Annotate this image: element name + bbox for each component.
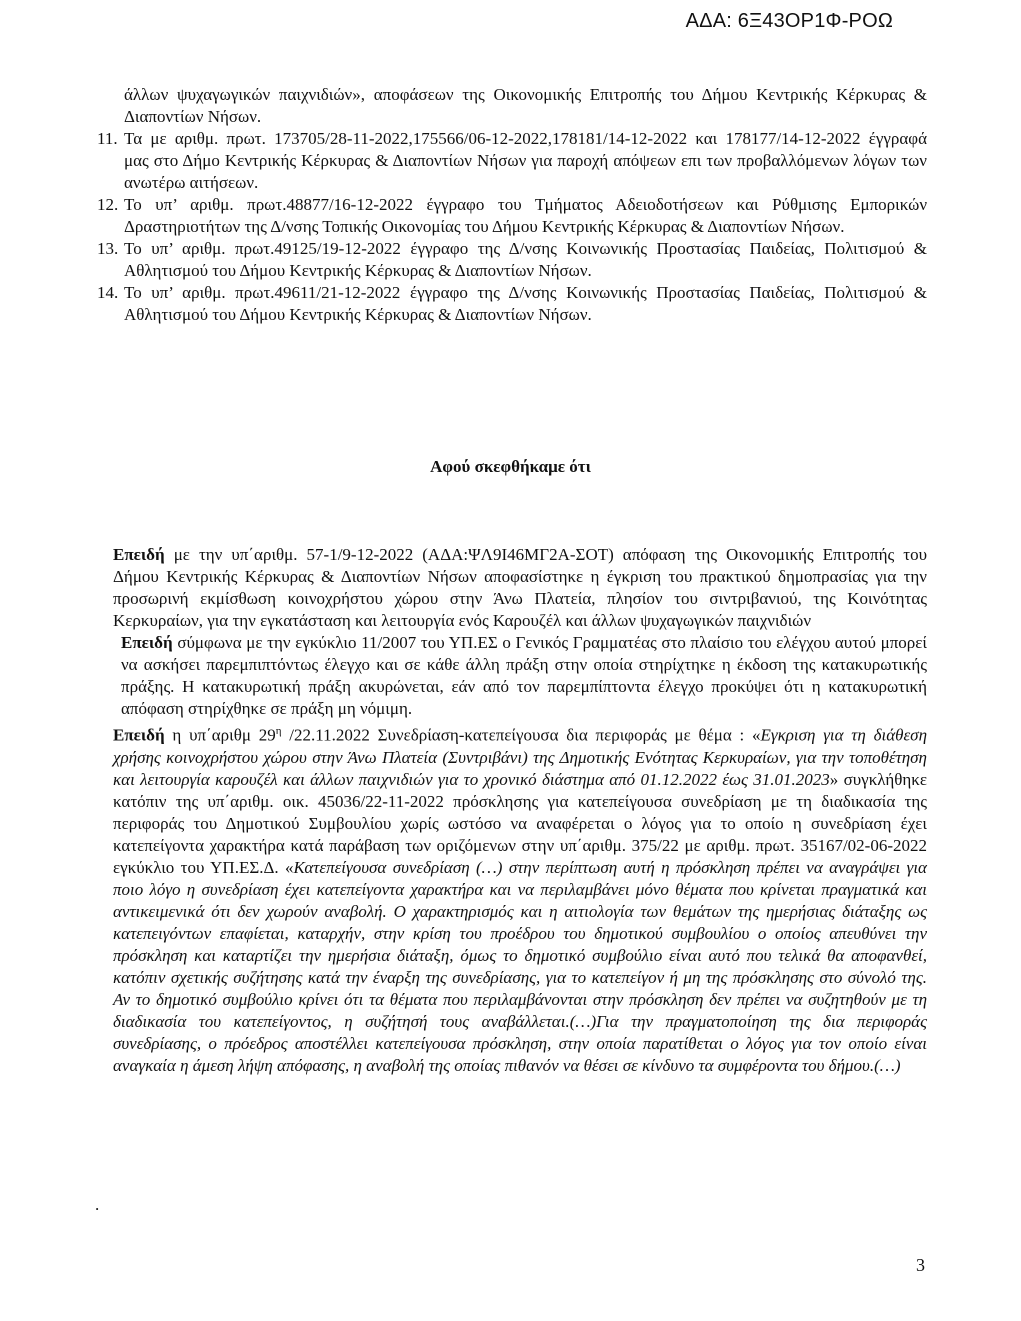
- page-number: 3: [916, 1255, 925, 1275]
- paragraph-label: Επειδή: [113, 725, 165, 745]
- superscript-eta: η: [275, 725, 282, 737]
- paragraph-2: [97, 632, 927, 720]
- paragraph-text: » συγκλήθηκε κατόπιν της υπ΄αριθμ. οικ. 45036/22-11-2022 πρόσκλησης για κατεπείγουσα συνεδρίαση με τη διαδικασία της περιφοράς του Δημοτικού Συμβουλίου χωρίς ωστόσο να αναφέρεται ο λόγος για το οποίο η συνεδρίαση έχει κατεπείγοντα χαρακτήρα κατά παράβαση των οριζόμενων στην υπ΄αριθμ. 375/22 με αριθμ. πρωτ. 35167/02-06-2022 εγκύκλιο του ΥΠ.ΕΣ.Δ. «: [113, 769, 927, 877]
- list-item-number: 13.: [97, 239, 119, 258]
- trailing-dot: .: [95, 1195, 100, 1214]
- list-item-text: Το υπ’ αριθμ. πρωτ.49611/21-12-2022 έγγραφο της Δ/νσης Κοινωνικής Προστασίας Παιδείας, Πολιτισμού & Αθλητισμού του Δήμου Κεντρικής Κέρκυρας & Διαποντίων Νήσων.: [124, 283, 927, 324]
- list-item-text: Το υπ’ αριθμ. πρωτ.48877/16-12-2022 έγγραφο του Τμήματος Αδειοδοτήσεων και Ρύθμισης Εμπορικών Δραστηριοτήτων της Δ/νσης Τοπικής Οικονομίας του Δήμου Κεντρικής Κέρκυρας & Διαποντίων Νήσων.: [124, 195, 927, 236]
- section-heading: Αφού σκεφθήκαμε ότι: [430, 457, 591, 476]
- reference-list: [97, 84, 927, 326]
- list-item-text: Το υπ’ αριθμ. πρωτ.49125/19-12-2022 έγγραφο της Δ/νσης Κοινωνικής Προστασίας Παιδείας, Πολιτισμού & Αθλητισμού του Δήμου Κεντρικής Κέρκυρας & Διαποντίων Νήσων.: [124, 239, 927, 280]
- list-item-14: [97, 282, 927, 326]
- list-item-11: [97, 128, 927, 194]
- meeting-subject-quote: Εγκριση για τη διάθεση χρήσης κοινοχρήστου χώρου στην Άνω Πλατεία (Συντριβάνι) της Δημοτικής Ενότητας Κερκυραίων, για την τοποθέτηση και λειτουργία καρουζέλ και άλλων παιχνιδιών για το χρονικό διάστημα από 01.12.2022 έως 31.01.2023: [113, 725, 927, 789]
- paragraph-text: η υπ΄αριθμ 29: [164, 725, 276, 745]
- paragraph-text: σύμφωνα με την εγκύκλιο 11/2007 του ΥΠ.ΕΣ ο Γενικός Γραμματέας στο πλαίσιο του ελέγχου αυτού μπορεί να ασκήσει παρεμπιπτόντως έλεγχο και σε κάθε άλλη πράξη στην οποία στηρίχτηκε η έκδοση της κατακυρωτικής πράξης. Η κατακυρωτική πράξη ακυρώνεται, εάν από τον παρεμπίπτοντα έλεγχο προκύψει ότι η κατακυρωτική απόφαση στηρίχθηκε σε πράξη μη νόμιμη.: [121, 633, 927, 718]
- list-item-number: 14.: [97, 283, 119, 302]
- list-item-13: [97, 238, 927, 282]
- list-continuation: άλλων ψυχαγωγικών παιχνιδιών», αποφάσεων της Οικονομικής Επιτροπής του Δήμου Κεντρικής Κέρκυρας & Διαποντίων Νήσων.: [124, 85, 927, 126]
- list-item-text: Τα με αριθμ. πρωτ. 173705/28-11-2022,175566/06-12-2022,178181/14-12-2022 και 178177/14-12-2022 έγγραφά μας στο Δήμο Κεντρικής Κέρκυρας & Διαποντίων Νήσων για παροχή απόψεων επι των προβαλλόμενων λόγων των ανωτέρω αιτήσεων.: [124, 129, 927, 192]
- list-item-number: 11.: [97, 129, 118, 148]
- paragraph-label: Επειδή: [113, 545, 165, 564]
- list-item-number: 12.: [97, 195, 119, 214]
- ada-identifier: ΑΔΑ: 6Ξ43ΟΡ1Φ-ΡΟΩ: [685, 10, 893, 32]
- paragraph-1: [97, 544, 927, 632]
- paragraph-3: [97, 720, 927, 1077]
- paragraph-text: /22.11.2022 Συνεδρίαση-κατεπείγουσα δια περιφοράς με θέμα : «: [281, 725, 761, 745]
- list-item-12: [97, 194, 927, 238]
- paragraph-label: Επειδή: [121, 633, 173, 652]
- circular-quote: Κατεπείγουσα συνεδρίαση (…) στην περίπτωση αυτή η πρόσκληση πρέπει να αναγράψει για ποιο λόγο η συνεδρίαση έχει κατεπείγοντα χαρακτήρα και να περιλαμβάνει μόνο θέματα που κρίνεται πραγματικά και αντικειμενικά ότι δεν χωρούν αναβολή. Ο χαρακτηρισμός και η αιτιολογία των θεμάτων της ημερήσιας διάταξης ως κατεπειγόντων επαφίεται, καταρχήν, στην κρίση του προέδρου του δημοτικού συμβουλίου ο οποίος απευθύνει την πρόσκληση και καταρτίζει την ημερήσια διάταξη, όμως το δημοτικό συμβούλιο είναι αυτό που τελικά θα αποφανθεί, κατόπιν σχετικής συζήτησης κατά την έναρξη της συνεδρίασης, για το κατεπείγον ή μη της πρόσκλησης στο σύνολό της. Αν το δημοτικό συμβούλιο κρίνει ότι τα θέματα που περιλαμβάνονται στην πρόσκληση δεν πρέπει να συζητηθούν με τη διαδικασία του κατεπείγοντος, η συζήτησή τους αναβάλλεται.(…)Για την πραγματοποίηση της δια περιφοράς συνεδρίασης, ο πρόεδρος αποστέλλει κατεπείγουσα πρόσκληση, στην οποία παρατίθεται ο λόγος για τον οποίο είναι αναγκαία η άμεση λήψη απόφασης, η αναβολή της οποίας πιθανόν να θέσει σε κίνδυνο τα συμφέροντα του δήμου.(…): [113, 857, 927, 1075]
- paragraph-text: με την υπ΄αριθμ. 57-1/9-12-2022 (ΑΔΑ:ΨΛ9Ι46ΜΓ2Α-ΣΟΤ) απόφαση της Οικονομικής Επιτροπής του Δήμου Κεντρικής Κέρκυρας & Διαποντίων Νήσων αποφασίστηκε η έγκριση του πρακτικού δημοπρασίας για την προσωρινή εκμίσθωση κοινοχρήστου χώρου στην Άνω Πλατεία, πλησίον του σιντριβανιού, της Κοινότητας Κερκυραίων, για την εγκατάσταση και λειτουργία ενός Καρουζέλ και άλλων ψυχαγωγικών παιχνιδιών: [113, 545, 927, 630]
- considerations-body: [97, 544, 927, 1077]
